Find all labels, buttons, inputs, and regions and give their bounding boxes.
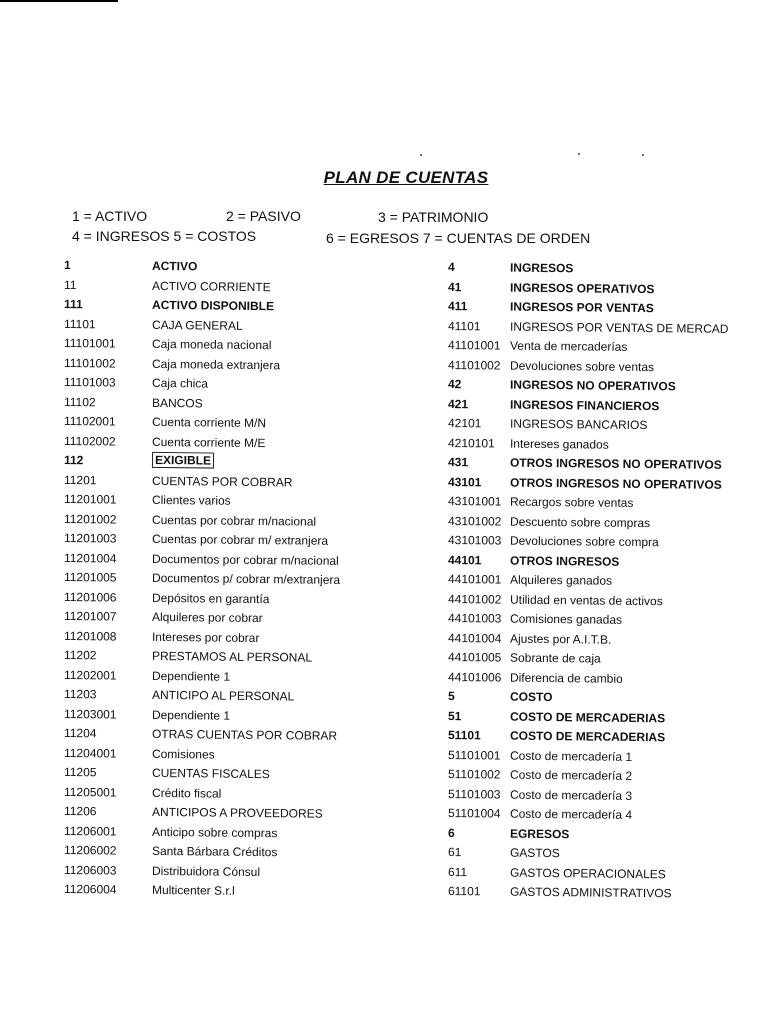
account-code: 43101003 — [447, 533, 502, 548]
account-name: ACTIVO — [151, 258, 198, 274]
account-code: 11101001 — [63, 336, 116, 351]
account-row — [448, 804, 766, 827]
account-code: 44101004 — [447, 630, 502, 646]
account-row — [64, 724, 384, 747]
account-name: Alquileres por cobrar — [151, 609, 263, 626]
account-name: ACTIVO DISPONIBLE — [151, 297, 275, 314]
account-code: 11201003 — [63, 531, 117, 546]
account-name: ACTIVO CORRIENTE — [151, 278, 271, 294]
account-name: CUENTAS POR COBRAR — [151, 473, 293, 489]
scan-speck — [420, 154, 422, 156]
account-row — [64, 256, 384, 279]
account-name: GASTOS OPERACIONALES — [509, 865, 666, 881]
account-code: 41 — [447, 279, 462, 294]
account-name: Cuenta corriente M/E — [151, 434, 266, 450]
account-code: 11101 — [63, 316, 96, 331]
account-code: 41101 — [447, 318, 481, 333]
account-code: 51101003 — [447, 786, 501, 802]
account-name: Cuentas por cobrar m/ extranjera — [151, 531, 329, 548]
account-name: Clientes varios — [151, 492, 231, 508]
account-row — [448, 258, 766, 281]
account-name: Utilidad en ventas de activos — [509, 592, 663, 608]
account-row — [448, 882, 766, 905]
account-name: Caja chica — [151, 375, 209, 391]
account-row — [448, 375, 766, 398]
account-row — [448, 609, 766, 632]
account-name: Alquileres ganados — [509, 572, 613, 588]
account-code: 11206003 — [63, 862, 117, 878]
account-code: 11102 — [63, 394, 96, 409]
account-name: Recargos sobre ventas — [509, 494, 634, 510]
account-code: 112 — [63, 453, 84, 468]
account-name: INGRESOS POR VENTAS — [509, 299, 654, 316]
account-code: 61101 — [447, 884, 481, 899]
account-name: INGRESOS NO OPERATIVOS — [509, 377, 676, 394]
account-name: COSTO DE MERCADERIAS — [509, 728, 666, 745]
account-code: 41101002 — [447, 357, 501, 373]
account-code: 42101 — [447, 416, 482, 431]
account-code: 11206002 — [63, 843, 117, 858]
account-name: CUENTAS FISCALES — [151, 765, 270, 782]
account-name: Intereses por cobrar — [151, 629, 260, 645]
account-code: 611 — [447, 864, 468, 879]
account-name: Documentos por cobrar m/nacional — [151, 551, 339, 568]
account-code: 11205001 — [63, 784, 117, 800]
account-code: 11102001 — [63, 414, 116, 429]
account-row — [448, 531, 766, 554]
account-name: Dependiente 1 — [151, 668, 231, 684]
account-code: 6 — [447, 825, 455, 840]
account-name: Venta de mercaderías — [509, 338, 628, 354]
legend-patrimonio: 3 = PATRIMONIO — [378, 209, 489, 225]
account-row — [448, 414, 766, 437]
legend-pasivo: 2 = PASIVO — [226, 208, 301, 224]
account-name: Depósitos en garantía — [151, 590, 270, 606]
account-row — [64, 880, 384, 903]
account-name: Multicenter S.r.l — [151, 882, 235, 898]
account-code: 5 — [447, 689, 455, 704]
account-code: 11202 — [63, 648, 97, 663]
account-name: OTRAS CUENTAS POR COBRAR — [151, 726, 338, 743]
account-code: 421 — [447, 396, 469, 411]
account-row — [64, 529, 384, 552]
left-accounts-column — [64, 256, 384, 900]
account-name: COSTO DE MERCADERIAS — [509, 709, 666, 725]
account-name: Distribuidora Cónsul — [151, 863, 261, 879]
account-code: 11102002 — [63, 433, 116, 449]
account-name: Ajustes por A.I.T.B. — [509, 631, 612, 647]
account-code: 11101003 — [63, 375, 116, 390]
account-code: 411 — [447, 299, 468, 314]
account-code: 11201001 — [63, 492, 117, 507]
account-code: 43101002 — [447, 513, 502, 529]
account-code: 1 — [63, 258, 71, 273]
account-code: 11201007 — [63, 609, 117, 624]
corner-scan-rule — [0, 0, 118, 2]
account-name: INGRESOS POR VENTAS DE MERCAD — [509, 319, 729, 336]
account-code: 11 — [63, 277, 77, 292]
account-row — [64, 373, 384, 396]
account-row — [64, 802, 384, 825]
account-code: 11201008 — [63, 628, 117, 644]
account-row — [448, 687, 766, 710]
account-name: COSTO — [509, 689, 553, 705]
account-code: 51101002 — [447, 767, 501, 782]
account-name: Sobrante de caja — [509, 650, 601, 666]
account-name: INGRESOS FINANCIEROS — [509, 397, 660, 413]
account-name: Dependiente 1 — [151, 707, 231, 723]
account-code: 11203 — [63, 687, 97, 702]
account-code: 11204 — [63, 726, 97, 741]
account-code: 44101006 — [447, 669, 502, 685]
account-name: GASTOS ADMINISTRATIVOS — [509, 884, 672, 901]
account-name: Costo de mercadería 2 — [509, 767, 633, 783]
account-row — [64, 295, 384, 318]
account-name: Costo de mercadería 4 — [509, 806, 633, 822]
account-name: Descuento sobre compras — [509, 514, 651, 530]
account-name: EGRESOS — [509, 826, 570, 841]
account-row — [64, 607, 384, 630]
account-name: PRESTAMOS AL PERSONAL — [151, 648, 313, 665]
account-name: Caja moneda extranjera — [151, 356, 281, 372]
account-name: INGRESOS — [509, 260, 574, 276]
account-name: Costo de mercadería 1 — [509, 748, 633, 764]
account-row — [448, 570, 766, 593]
account-name: Cuentas por cobrar m/nacional — [151, 512, 317, 529]
account-code: 4 — [447, 260, 455, 275]
account-name: Comisiones — [151, 746, 215, 762]
account-name: OTROS INGRESOS NO OPERATIVOS — [509, 455, 722, 472]
account-row — [448, 297, 766, 320]
account-name: Santa Bárbara Créditos — [151, 843, 278, 860]
account-code: 11202001 — [63, 667, 117, 683]
account-name: Anticipo sobre compras — [151, 824, 278, 840]
account-name: Cuenta corriente M/N — [151, 414, 267, 431]
account-code: 11201002 — [63, 511, 117, 527]
account-name: ANTICIPOS A PROVEEDORES — [151, 804, 323, 821]
account-row — [448, 843, 766, 866]
account-row — [64, 334, 384, 357]
account-name: Intereses ganados — [509, 436, 609, 452]
account-name: Diferencia de cambio — [509, 670, 623, 686]
legend-egresos-orden: 6 = EGRESOS 7 = CUENTAS DE ORDEN — [326, 230, 591, 246]
account-code: 51 — [447, 708, 462, 723]
account-name: Caja moneda nacional — [151, 336, 272, 353]
account-code: 44101001 — [447, 572, 502, 587]
account-name: EXIGIBLE — [152, 452, 214, 469]
account-name: Crédito fiscal — [151, 785, 222, 801]
scan-speck — [578, 153, 580, 155]
account-code: 11201005 — [63, 570, 117, 585]
right-accounts-column — [448, 258, 766, 902]
account-name: BANCOS — [151, 395, 203, 410]
account-name: OTROS INGRESOS — [509, 553, 620, 569]
account-name: Comisiones ganadas — [509, 611, 623, 627]
account-code: 111 — [63, 297, 83, 312]
account-row — [448, 648, 766, 671]
account-code: 41101001 — [447, 338, 501, 353]
account-code: 4210101 — [447, 435, 495, 450]
account-code: 51101001 — [447, 747, 501, 763]
account-row — [64, 841, 384, 864]
account-code: 44101002 — [447, 591, 502, 607]
account-row — [64, 763, 384, 786]
account-name: GASTOS — [509, 845, 560, 861]
account-row — [448, 726, 766, 749]
account-row — [448, 765, 766, 788]
account-code: 11206001 — [63, 823, 117, 839]
account-row — [448, 453, 766, 476]
account-code: 44101 — [447, 552, 482, 567]
document-title: PLAN DE CUENTAS — [323, 168, 489, 187]
account-name: ANTICIPO AL PERSONAL — [151, 687, 295, 704]
account-code: 11201006 — [63, 589, 117, 605]
account-name: INGRESOS BANCARIOS — [509, 416, 648, 433]
account-name: Costo de mercadería 3 — [509, 787, 633, 803]
account-code: 61 — [447, 845, 462, 860]
account-code: 42 — [447, 377, 462, 392]
account-name: OTROS INGRESOS NO OPERATIVOS — [509, 475, 722, 492]
account-code: 11201004 — [63, 550, 117, 566]
account-row — [448, 492, 766, 515]
account-row — [64, 568, 384, 591]
legend-ingresos-costos: 4 = INGRESOS 5 = COSTOS — [72, 228, 257, 244]
account-name: Devoluciones sobre ventas — [509, 358, 655, 374]
account-code: 431 — [447, 455, 469, 470]
legend-activo: 1 = ACTIVO — [72, 208, 148, 224]
account-row — [64, 646, 384, 669]
account-code: 43101001 — [447, 494, 502, 509]
account-code: 43101 — [447, 474, 482, 489]
account-code: 11206 — [63, 804, 97, 819]
account-code: 11205 — [63, 765, 97, 780]
account-row — [448, 336, 766, 359]
account-name: Documentos p/ cobrar m/extranjera — [151, 570, 341, 587]
account-code: 44101003 — [447, 611, 502, 626]
account-code: 44101005 — [447, 650, 502, 665]
account-name: Devoluciones sobre compra — [509, 533, 659, 550]
account-code: 51101004 — [447, 806, 501, 821]
account-row — [64, 685, 384, 708]
account-code: 11206004 — [63, 882, 117, 897]
account-name: CAJA GENERAL — [151, 317, 243, 333]
account-code: 11201 — [63, 472, 97, 487]
account-name: INGRESOS OPERATIVOS — [509, 280, 655, 296]
account-row — [64, 412, 384, 435]
account-code: 11101002 — [63, 355, 116, 371]
account-code: 51101 — [447, 728, 481, 743]
account-row — [64, 451, 384, 474]
scan-speck — [642, 154, 644, 156]
account-code: 11203001 — [63, 706, 117, 722]
account-code: 11204001 — [63, 745, 117, 761]
account-row — [64, 490, 384, 513]
